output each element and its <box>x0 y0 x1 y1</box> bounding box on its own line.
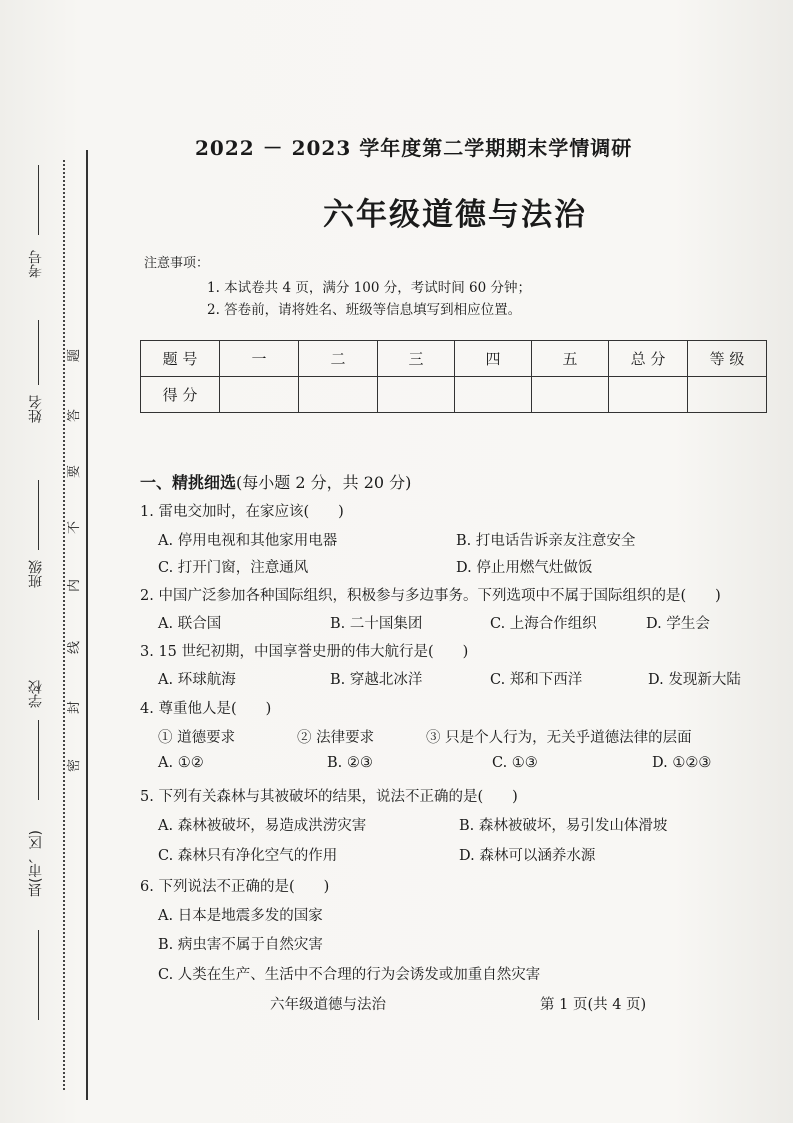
seal-char: 线 <box>67 640 83 655</box>
answer-option: B. ②③ <box>327 755 373 771</box>
answer-option: B. 打电话告诉亲友注意安全 <box>456 533 636 549</box>
seal-char: 题 <box>67 348 83 363</box>
binding-rule <box>86 150 88 1100</box>
answer-option: B. 病虫害不属于自然灾害 <box>158 937 323 953</box>
answer-option: A. 停用电视和其他家用电器 <box>158 533 338 549</box>
score-input-cell[interactable] <box>299 377 378 413</box>
notes-heading: 注意事项： <box>144 256 210 271</box>
score-input-cell[interactable] <box>609 377 688 413</box>
name-line <box>38 320 39 385</box>
county-line <box>38 930 39 1020</box>
answer-option: A. ①② <box>158 755 204 771</box>
footer-subject: 六年级道德与法治 <box>270 997 386 1013</box>
field-name: 姓名 <box>28 395 44 423</box>
score-table-score-row <box>141 377 767 413</box>
table-cell: 题 号 <box>141 341 220 377</box>
seal-char: 内 <box>67 578 83 593</box>
section-title: 一、精挑细选 <box>140 473 237 492</box>
score-input-cell[interactable] <box>688 377 767 413</box>
table-cell: 等 级 <box>688 341 767 377</box>
answer-option: C. 人类在生产、生活中不合理的行为会诱发或加重自然灾害 <box>158 967 541 983</box>
seal-char: 密 <box>67 758 83 773</box>
score-input-cell[interactable] <box>220 377 299 413</box>
answer-option: D. 发现新大陆 <box>648 672 741 688</box>
answer-option: C. 上海合作组织 <box>490 616 597 632</box>
answer-option: C. 打开门窗，注意通风 <box>158 560 309 576</box>
section-heading <box>140 470 411 493</box>
answer-option: C. 森林只有净化空气的作用 <box>158 848 338 864</box>
statement-item: ③ 只是个人行为，无关乎道德法律的层面 <box>426 730 692 746</box>
seal-char: 不 <box>67 520 83 535</box>
field-county: 县(市、区) <box>28 830 44 897</box>
school-line <box>38 720 39 800</box>
score-input-cell[interactable] <box>455 377 532 413</box>
section-subtitle: (每小题 2 分，共 20 分) <box>236 473 412 492</box>
seal-char: 要 <box>67 464 83 479</box>
note-item: 2. 答卷前，请将姓名、班级等信息填写到相应位置。 <box>207 302 522 318</box>
table-cell: 得 分 <box>141 377 220 413</box>
seal-dotted-line <box>63 160 65 1090</box>
field-school: 学校 <box>28 680 44 708</box>
exam-title: 2022 － 2023 学年度第二学期期末学情调研 <box>195 136 633 160</box>
table-cell: 一 <box>220 341 299 377</box>
table-cell: 总 分 <box>609 341 688 377</box>
statement-item: ① 道德要求 <box>158 730 236 746</box>
answer-option: A. 森林被破坏，易造成洪涝灾害 <box>158 818 367 834</box>
answer-option: C. ①③ <box>492 755 538 771</box>
field-exam-number: 考号 <box>28 250 44 278</box>
binding-margin <box>0 140 110 1100</box>
score-table-header-row <box>141 341 767 377</box>
answer-option: C. 郑和下西洋 <box>490 672 583 688</box>
seal-char: 答 <box>67 408 83 423</box>
score-table <box>140 340 767 413</box>
answer-option: A. 日本是地震多发的国家 <box>158 908 323 924</box>
score-input-cell[interactable] <box>378 377 455 413</box>
answer-option: B. 二十国集团 <box>330 616 423 632</box>
exam-number-line <box>38 165 39 235</box>
answer-option: A. 环球航海 <box>158 672 236 688</box>
class-line <box>38 480 39 550</box>
seal-char: 封 <box>67 700 83 715</box>
statement-item: ② 法律要求 <box>297 730 375 746</box>
table-cell: 三 <box>378 341 455 377</box>
question-stem: 1. 雷电交加时，在家应该( ) <box>140 504 344 520</box>
score-input-cell[interactable] <box>532 377 609 413</box>
table-cell: 四 <box>455 341 532 377</box>
answer-option: D. ①②③ <box>652 755 712 771</box>
note-item: 1. 本试卷共 4 页，满分 100 分，考试时间 60 分钟； <box>207 280 531 296</box>
table-cell: 二 <box>299 341 378 377</box>
question-stem: 3. 15 世纪初期，中国享誉史册的伟大航行是( ) <box>140 644 469 660</box>
question-stem: 5. 下列有关森林与其被破坏的结果，说法不正确的是( ) <box>140 789 518 805</box>
question-stem: 2. 中国广泛参加各种国际组织，积极参与多边事务。下列选项中不属于国际组织的是( ) <box>140 588 721 604</box>
answer-option: B. 穿越北冰洋 <box>330 672 423 688</box>
answer-option: D. 学生会 <box>646 616 710 632</box>
footer-page-number: 第 1 页(共 4 页) <box>540 997 647 1013</box>
question-stem: 4. 尊重他人是( ) <box>140 701 272 717</box>
answer-option: A. 联合国 <box>158 616 222 632</box>
question-stem: 6. 下列说法不正确的是( ) <box>140 879 330 895</box>
table-cell: 五 <box>532 341 609 377</box>
subject-title: 六年级道德与法治 <box>323 197 587 233</box>
answer-option: B. 森林被破坏，易引发山体滑坡 <box>459 818 668 834</box>
field-class: 班级 <box>28 560 44 588</box>
answer-option: D. 森林可以涵养水源 <box>459 848 596 864</box>
answer-option: D. 停止用燃气灶做饭 <box>456 560 593 576</box>
